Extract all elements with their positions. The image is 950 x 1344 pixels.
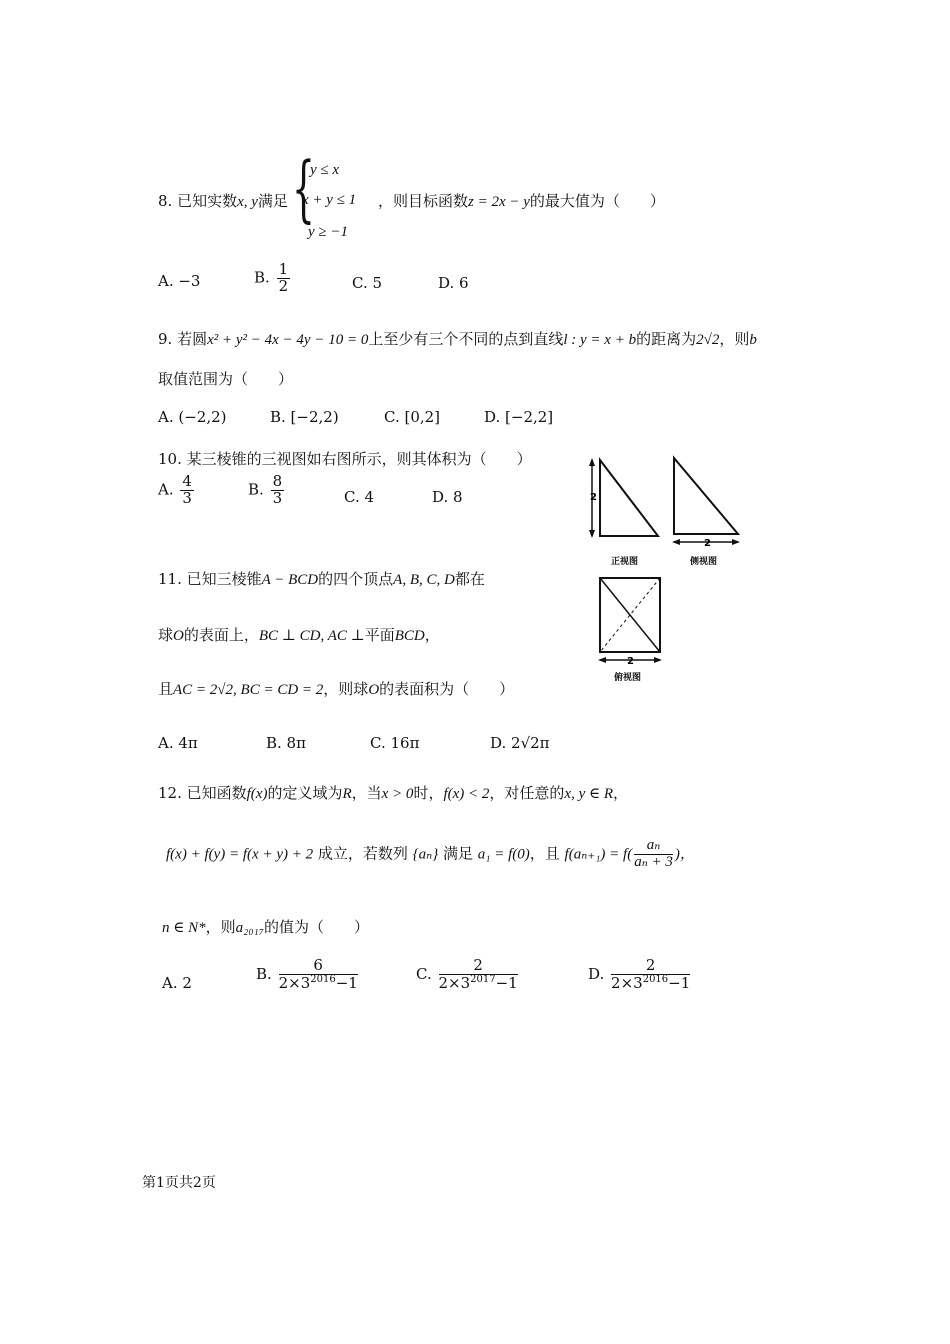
q12-option-b-num: 6 — [279, 958, 358, 975]
q11-l1-prefix: 11. 已知三棱锥 — [158, 570, 262, 588]
three-view-figure — [580, 450, 750, 690]
q8-brace: { — [292, 146, 315, 230]
q8-option-a: A. −3 — [158, 272, 201, 290]
q10-option-b-frac — [271, 474, 285, 507]
q10-option-b-label: B. — [248, 480, 264, 499]
q9-tail: ，则 — [719, 330, 750, 348]
page-footer: 第1页共2页 — [142, 1175, 216, 1191]
q8-expr: z = 2x − y — [468, 194, 530, 210]
q9-equation: x² + y² − 4x − 4y − 10 = 0 — [207, 332, 369, 348]
q12-option-d-den — [611, 975, 690, 992]
q12-line3 — [162, 916, 369, 937]
q8-rest — [378, 190, 665, 211]
q12-option-b-frac — [279, 958, 358, 992]
q12-option-c-label: C. — [416, 964, 432, 983]
top-dim-label: 2 — [627, 656, 634, 667]
q10-option-a-den: 3 — [182, 488, 192, 507]
front-view-caption: 正视图 — [611, 557, 639, 567]
q12-line1 — [158, 782, 628, 803]
q12-l3-mid: ，则 — [205, 918, 236, 936]
q11-l1-tail: 都在 — [454, 570, 485, 588]
q12-option-c-den-exp: 2017 — [470, 973, 496, 985]
q12-option-b — [256, 958, 360, 992]
q11-line3 — [158, 678, 514, 699]
q8-sys-2: x + y ≤ 1 — [302, 192, 357, 208]
q8-option-b-den: 2 — [278, 276, 289, 295]
q11-l2-O: O — [173, 628, 184, 644]
q12-l1-tail: ， — [613, 784, 629, 802]
q12-l1-any: ，对任意的 — [489, 784, 565, 802]
q12-option-c-num: 2 — [439, 958, 518, 975]
q11-line2 — [158, 624, 440, 645]
q11-l2-bcd: BCD — [394, 628, 425, 644]
q12-l1-mid: 的定义域为 — [267, 784, 343, 802]
q12-l2-sat: 满足 — [438, 844, 478, 863]
q12-l1-xy: x, y ∈ R — [564, 786, 613, 802]
q11-l1-mid: 的四个顶点 — [318, 570, 394, 588]
q8-prefix: 8. 已知实数 — [158, 192, 238, 210]
q10-option-a-frac — [180, 474, 194, 507]
q12-l1-shi: 时， — [413, 784, 444, 802]
q9-line2: 取值范围为（ ） — [158, 370, 294, 388]
q12-l2-num: aₙ — [634, 838, 673, 855]
q11-l2-relation: BC ⊥ CD, AC ⊥ — [258, 628, 365, 644]
q11-l3-O: O — [368, 682, 380, 698]
q11-l2-plane: 平面 — [364, 626, 395, 644]
q12-option-a: A. 2 — [162, 974, 192, 992]
front-view — [589, 458, 658, 538]
q12-l2-mid: 成立，若数列 — [313, 844, 413, 863]
q12-option-d-den-base: 2×3 — [611, 973, 643, 992]
q12-option-c-den-tail: −1 — [495, 973, 518, 992]
q12-option-c — [416, 958, 520, 992]
q12-l1-cond: x > 0 — [381, 786, 414, 802]
q9-option-b: B. [−2,2) — [270, 408, 339, 426]
q12-option-c-frac — [439, 958, 518, 992]
q12-line2 — [166, 838, 695, 871]
q11-l2-prefix: 球 — [158, 626, 174, 644]
q12-option-d-num: 2 — [611, 958, 690, 975]
q12-l2-recursion: f(aₙ₊₁) = f( — [564, 846, 633, 863]
q10-option-c: C. 4 — [344, 488, 375, 506]
q9-value: 2√2 — [696, 332, 720, 348]
q12-l2-a1: a₁ = f(0) — [477, 846, 530, 863]
q8-satisfy: 满足 — [257, 192, 288, 210]
q8-option-d: D. 6 — [438, 274, 469, 292]
q11-l1-points: A, B, C, D — [393, 572, 455, 588]
q12-l2-seq: {aₙ} — [412, 846, 439, 863]
q12-l1-prefix: 12. 已知函数 — [158, 784, 247, 802]
q10-option-a — [158, 474, 196, 507]
q8-option-c: C. 5 — [352, 274, 383, 292]
q12-l2-close: )， — [674, 846, 695, 863]
q11-l1-name: A − BCD — [261, 572, 319, 588]
q8-suffix: 的最大值为（ ） — [529, 192, 665, 210]
q12-option-d-label: D. — [588, 964, 605, 983]
q12-l1-f: f(x) — [246, 786, 268, 802]
q10-option-b — [248, 474, 286, 507]
q9-dist: 的距离为 — [636, 330, 697, 348]
q10-option-d: D. 8 — [432, 488, 463, 506]
q9-option-c: C. [0,2] — [384, 408, 441, 426]
front-dim-label: 2 — [590, 492, 597, 503]
q11-l3-tail: 的表面积为（ ） — [379, 680, 515, 698]
q12-option-d — [588, 958, 692, 992]
q12-l2-den: aₙ + 3 — [634, 853, 673, 870]
q11-l3-prefix: 且 — [158, 680, 174, 698]
q12-l1-when: ，当 — [351, 784, 382, 802]
top-view-caption: 俯视图 — [614, 673, 642, 683]
q12-l2-and: ，且 — [529, 844, 565, 863]
q8-mid: ，则目标函数 — [378, 192, 469, 210]
q12-option-b-label: B. — [256, 964, 272, 983]
q9-var: b — [749, 332, 757, 348]
q12-l1-R: R — [342, 786, 352, 802]
q10-option-a-label: A. — [158, 480, 174, 499]
q8-sys-1: y ≤ x — [310, 162, 340, 178]
q10-stem: 10. 某三棱锥的三视图如右图所示，则其体积为（ ） — [158, 450, 532, 468]
q12-option-d-den-exp: 2016 — [642, 973, 669, 985]
q11-option-a: A. 4π — [158, 734, 198, 752]
q12-l1-ineq: f(x) < 2 — [443, 786, 490, 802]
q8-option-b-label: B. — [254, 268, 270, 287]
q8-stem — [158, 190, 288, 211]
q12-option-b-den-base: 2×3 — [278, 973, 311, 992]
q9-line: l : y = x + b — [563, 332, 637, 348]
q9-option-a: A. (−2,2) — [158, 408, 227, 426]
q12-option-c-den-base: 2×3 — [438, 973, 471, 992]
q12-option-b-den-tail: −1 — [335, 973, 358, 992]
q12-option-b-den-exp: 2016 — [310, 973, 336, 985]
q11-l2-tail: ， — [424, 626, 440, 644]
q8-option-b-frac — [277, 262, 291, 295]
q11-line1 — [158, 568, 485, 589]
q10-option-b-den: 3 — [272, 488, 283, 507]
q10-option-a-num: 4 — [182, 472, 192, 490]
q11-l2-mid: 的表面上， — [183, 626, 259, 644]
q12-l2-frac — [634, 838, 673, 871]
q8-sys-3: y ≥ −1 — [308, 224, 349, 240]
q8-option-b-num: 1 — [278, 260, 289, 278]
side-dim-label: 2 — [704, 538, 711, 549]
q12-option-d-frac — [611, 958, 690, 992]
q12-l3-n: n ∈ N* — [162, 920, 206, 936]
q8-option-b — [254, 262, 292, 295]
q11-option-c: C. 16π — [370, 734, 420, 752]
side-view — [672, 458, 740, 545]
q11-option-d: D. 2√2π — [490, 734, 550, 752]
q12-option-d-den-tail: −1 — [668, 973, 691, 992]
q9-stem — [158, 328, 757, 349]
q12-option-b-den — [279, 975, 358, 992]
q9-prefix: 9. 若圆 — [158, 330, 208, 348]
q11-l3-mid: ，则球 — [323, 680, 369, 698]
top-view — [598, 578, 662, 663]
q10-option-b-num: 8 — [272, 472, 283, 490]
q12-l3-tail: 的值为（ ） — [263, 918, 369, 936]
q9-option-d: D. [−2,2] — [484, 408, 554, 426]
q9-mid: 上至少有三个不同的点到直线 — [368, 330, 564, 348]
q8-vars: x, y — [237, 194, 258, 210]
q11-option-b: B. 8π — [266, 734, 306, 752]
q12-option-c-den — [439, 975, 518, 992]
q12-l2-equation: f(x) + f(y) = f(x + y) + 2 — [166, 846, 314, 863]
side-view-caption: 侧视图 — [690, 557, 718, 567]
q11-l3-equation: AC = 2√2, BC = CD = 2 — [173, 682, 324, 698]
q12-l3-a: a₂₀₁₇ — [235, 920, 264, 936]
